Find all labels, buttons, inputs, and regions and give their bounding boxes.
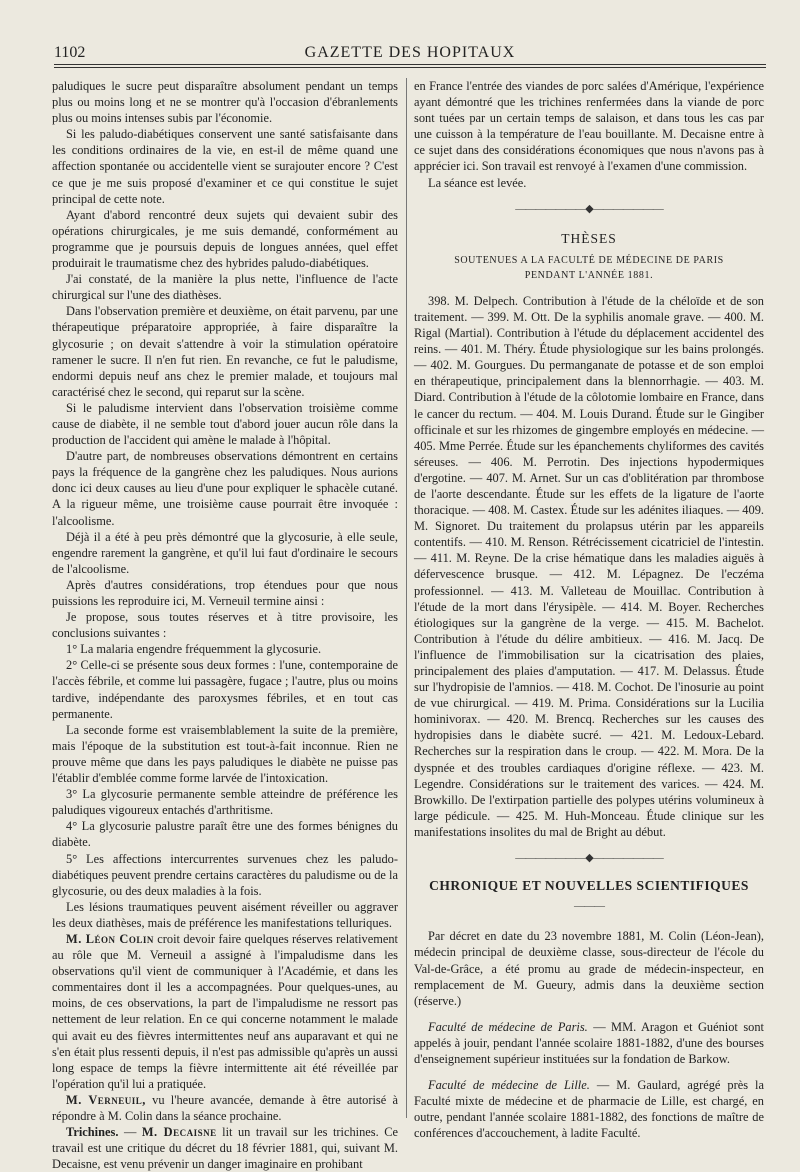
section-ornament: ———————◆———————: [515, 202, 663, 215]
speaker-paragraph: [52, 931, 398, 1092]
paragraph: Par décret en date du 23 novembre 1881, M. Colin (Léon-Jean), médecin principal de deuxième classe, sous-directeur de l'école du Val-de-Grâce, a été promu au grade de médecin-inspecteur, en remplacement de M. Gueury, admis dans la deuxième section (réserve.): [414, 929, 764, 1008]
conclusion-item: 4° La glycosurie palustre paraît être une des formes bénignes du diabète.: [52, 819, 398, 850]
conclusion-item: 5° Les affections intercurrentes survenues chez les paludo-diabétiques peuvent prendre certains caractères du paludisme ou de la glycosurie, ou des deux maladies à la fois.: [52, 851, 398, 898]
theses-subheading-line: SOUTENUES A LA FACULTÉ DE MÉDECINE DE PARIS: [454, 254, 724, 266]
left-column: [52, 78, 398, 1172]
conclusion-item: 3° La glycosurie permanente semble atteindre de préférence les paludiques vigoureux entachés d'arthritisme.: [52, 787, 398, 818]
paragraph: Déjà il a été à peu près démontré que la glycosurie, à elle seule, engendre rarement la gangrène, et qu'il lui faut d'ordinaire le secours de l'alcoolisme.: [52, 529, 398, 576]
dash: —: [118, 1125, 142, 1140]
paragraph: D'autre part, de nombreuses observations démontrent en certains pays la fréquence de la gangrène chez les paludiques. Nous aurions donc ici deux causes au lieu d'une pour expliquer le sphacèle cutané. A la rigueur même, une troisième cause pourrait être invoquée : l'alcoolisme.: [52, 449, 398, 528]
heading-rule: ———: [574, 900, 604, 913]
page-header: [54, 44, 766, 64]
theses-subheading: [414, 253, 764, 283]
paragraph: Dans l'observation première et deuxième, on était parvenu, par une thérapeutique préparatoire appropriée, à faire disparaître la glycosurie ; on devait s'attendre à voir la stimulation opératoire ramener le sucre. Il n'en fut rien. En revanche, ce fut le paludisme, endormi depuis neuf ans chez le premier malade, et toujours mal caractérisé chez le second, qui reparut sur la scène.: [52, 304, 398, 399]
page-number: 1102: [54, 44, 86, 61]
paragraph-text: vu l'heure avancée, demande à être autorisé à répondre à M. Colin dans la séance prochaine.: [52, 1092, 398, 1123]
paragraph: La seconde forme est vraisemblablement la suite de la première, mais l'époque de la substitution est tout-à-fait inconnue. Rien ne prouve même que dans les pays paludiques le diabète ne puisse pas l'établir d'emblée comme forme larvée de l'intoxication.: [52, 722, 398, 786]
paragraph-text: croit devoir faire quelques réserves relativement au rôle que M. Verneuil a assigné à l'impaludisme dans les observations qu'il vient de communiquer à l'Académie, et dans les commentaires dont il les a accompagnées. Pour quelques-unes, au moins, de ces observations, la part de l'impaludisme ne ressort pas nettement de leur relation. En ce qui concerne notamment le malade qui avait eu des fièvres intermittentes neuf ans auparavant et qui ne s'en était plus ressenti depuis, il n'est pas admissible qu'après un aussi long espace de temps la fièvre intermittente ait été réveillée par l'opération qu'il lui a pratiquée.: [52, 931, 398, 1091]
paragraph: en France l'entrée des viandes de porc salées d'Amérique, l'expérience ayant démontré que les trichines renfermées dans la viande de porc sont tuées par un certain temps de salaison, et dans tous les cas par une cuisson à la température de l'eau bouillante. M. Decaisne entre à ce sujet dans des considérations économiques que nous n'avons pas à apprécier ici. Son travail est renvoyé à l'examen d'une commission.: [414, 79, 764, 174]
conclusion-item: 2° Celle-ci se présente sous deux formes : l'une, contemporaine de l'accès fébrile, et comme lui passagère, fugace ; l'autre, plus ou moins tardive, indépendante des paroxysmes fébriles, et en tout cas permanente.: [52, 658, 398, 721]
paragraph: paludiques le sucre peut disparaître absolument pendant un temps plus ou moins long et ne se montrer qu'à l'occasion d'ébranlements plus ou moins intenses subis par l'économie.: [52, 79, 398, 126]
speaker-name: M. Decaisne: [141, 1125, 217, 1140]
paragraph-text: — MM. Aragon et Guéniot sont appelés à jouir, pendant l'année scolaire 1881-1882, d'une des bourses d'enseignement supérieur instituées sur la fondation de Barkow.: [414, 1019, 764, 1066]
speaker-paragraph: [52, 1124, 398, 1172]
paragraph-text: lit un travail sur les trichines. Ce travail est une critique du décret du 18 février 1881, qui, suivant M. Decaisne, est venu prévenir un danger imaginaire en prohibant: [52, 1125, 398, 1172]
news-item: [414, 1077, 764, 1141]
paragraph: Je propose, sous toutes réserves et à titre provisoire, les conclusions suivantes :: [52, 610, 398, 641]
paragraph-text: — M. Gaulard, agrégé près la Faculté mixte de médecine et de pharmacie de Lille, est chargé, en outre, pendant l'année scolaire 1881-1882, des fonctions de maître de conférences d'accouchement, à ladite Faculté.: [414, 1078, 764, 1141]
news-item-title: Faculté de médecine de Paris.: [428, 1019, 588, 1034]
section-ornament: ———————◆———————: [515, 852, 663, 865]
paragraph: J'ai constaté, de la manière la plus nette, l'influence de l'acte chirurgical sur l'une des diathèses.: [52, 272, 398, 303]
speaker-name: M. Léon Colin: [66, 931, 154, 946]
paragraph: La séance est levée.: [428, 175, 527, 190]
news-item: [414, 1019, 764, 1067]
header-rule-top: [54, 64, 766, 65]
paragraph: Ayant d'abord rencontré deux sujets qui devaient subir des opérations chirurgicales, je me suis demandé, conformément au programme que je poursuis depuis de longues années, quel effet produirait le traumatisme chez des hybrides paludo-diabétiques.: [52, 207, 398, 271]
paragraph: Si les paludo-diabétiques conservent une santé satisfaisante dans les conditions ordinaires de la vie, en est-il de même quand une affection spontanée ou accidentelle vient se surajouter encore ? C'est ce que je me suis proposé d'examiner et ce qui constitue le sujet principal de cette note.: [52, 127, 398, 206]
chronicle-heading: CHRONIQUE ET NOUVELLES SCIENTIFIQUES: [429, 878, 749, 894]
theses-list: 398. M. Delpech. Contribution à l'étude de la chéloïde et de son traitement. — 399. M. Ott. De la syphilis anomale grave. — 400. M. Rigal (Martial). Contribution à l'étude du déplacement accidentel des reins. — 401. M. Théry. Étude physiologique sur les bains prolongés. — 402. M. Gourgues. Du permanganate de potasse et de son emploi en thérapeutique, principalement dans la blennorrhagie. — 403. M. Diard. Contribution à l'étude de la côlotomie lombaire en France, dans le cancer du rectum. — 404. M. Louis Durand. Étude sur le Gingiber officinale et sur les rhizomes de gingembre employés en médecine. — 405. Mme Perrée. Étude sur les épanchements chyliformes des cavités séreuses. — 406. M. Perrotin. Des injections hypodermiques d'ergotine. — 407. M. Arnet. Sur un cas d'oblitération par thrombose de l'aorte descendante. Étude sur les effets de la ligature de l'aorte thoracique. — 408. M. Castex. Étude sur les adénites iliaques. — 409. M. Signoret. Du traitement du prolapsus utérin par les appareils contentifs. — 410. M. Renson. Rétrécissement cicatriciel de l'intestin. — 411. M. Reyne. De la crise hématique dans les maladies aiguës à défervescence brusque. — 412. M. Lépagnez. De l'eczéma professionnel. — 413. M. Valleteau de Mouillac. Contribution à l'étude de la mort dans l'érysipèle. — 414. M. Boyer. Recherches étiologiques sur la gangrène de la verge. — 415. M. Bachelot. Contribution à l'étude du délire ambitieux. — 416. M. Jacq. De l'influence de l'immobilisation sur la cicatrisation des plaies, principalement des plaies d'amputation. — 417. M. Delassus. Étude sur l'hydropisie de l'amnios. — 418. M. Cochot. De l'inosurie au point de vue chirurgical. — 419. M. Prima. Considérations sur la Lucilia hominivorax. — 420. M. Brencq. Recherches sur les causes des hydropisies dans le diabète sucré. — 421. M. Ledoux-Lebard. Recherches sur la respiration dans le croup. — 422. M. Mora. De la dyspnée et des troubles cardiaques d'origine réflexe. — 423. M. Legendre. Considérations sur le traitement des varices. — 424. M. Browkillo. De l'extirpation partielle des polypes utérins volumineux à large pédicule. — 425. M. Huh-Monceau. Étude clinique sur les manifestations insolites du mal de Bright au début.: [414, 293, 764, 839]
header-rule-bottom: [54, 67, 766, 68]
section-lead: Trichines.: [66, 1125, 119, 1140]
conclusion-item: 1° La malaria engendre fréquemment la glycosurie.: [66, 642, 322, 657]
column-divider: [406, 78, 407, 1118]
speaker-name: M. Verneuil,: [66, 1092, 146, 1107]
journal-title: GAZETTE DES HOPITAUX: [304, 44, 516, 61]
theses-heading: THÈSES: [561, 230, 617, 246]
paragraph: Les lésions traumatiques peuvent aisément réveiller ou aggraver les deux diathèses, mais de préférence les manifestations telluriques.: [52, 899, 398, 930]
theses-subheading-line: PENDANT L'ANNÉE 1881.: [524, 269, 654, 281]
right-column: [414, 78, 764, 1141]
paragraph: Si le paludisme intervient dans l'observation troisième comme cause de diabète, il ne semble tout d'abord jouer aucun rôle dans la production de l'accident qui amène le malade à l'hôpital.: [52, 400, 398, 448]
news-item-title: Faculté de médecine de Lille.: [428, 1078, 590, 1093]
speaker-paragraph: [52, 1092, 398, 1124]
paragraph: Après d'autres considérations, trop étendues pour que nous puissions les reproduire ici, M. Verneuil termine ainsi :: [52, 577, 398, 608]
